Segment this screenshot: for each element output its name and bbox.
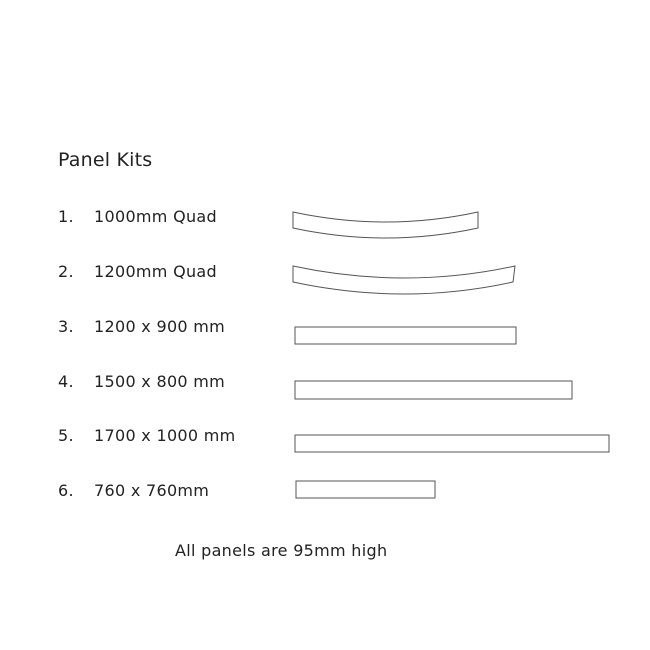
kit-label: 1200mm Quad [94,262,217,281]
footer-note: All panels are 95mm high [175,541,388,560]
kit-number: 4. [58,372,74,391]
kit-label: 1500 x 800 mm [94,372,226,391]
kit-number: 1. [58,207,74,226]
kit-label: 760 x 760mm [94,481,210,500]
page-title: Panel Kits [58,149,153,171]
rect-panel-760x760-shape [296,481,435,498]
kit-number: 2. [58,262,74,281]
kit-label: 1000mm Quad [94,207,217,226]
quad-panel-1000-shape [293,212,478,238]
rect-panel-1500x800-shape [295,381,572,399]
kit-label: 1200 x 900 mm [94,317,226,336]
kit-number: 5. [58,426,74,445]
quad-panel-1200-shape [293,266,515,294]
kit-number: 6. [58,481,74,500]
kit-number: 3. [58,317,74,336]
kit-label: 1700 x 1000 mm [94,426,236,445]
rect-panel-1700x1000-shape [295,435,609,452]
rect-panel-1200x900-shape [295,327,516,344]
